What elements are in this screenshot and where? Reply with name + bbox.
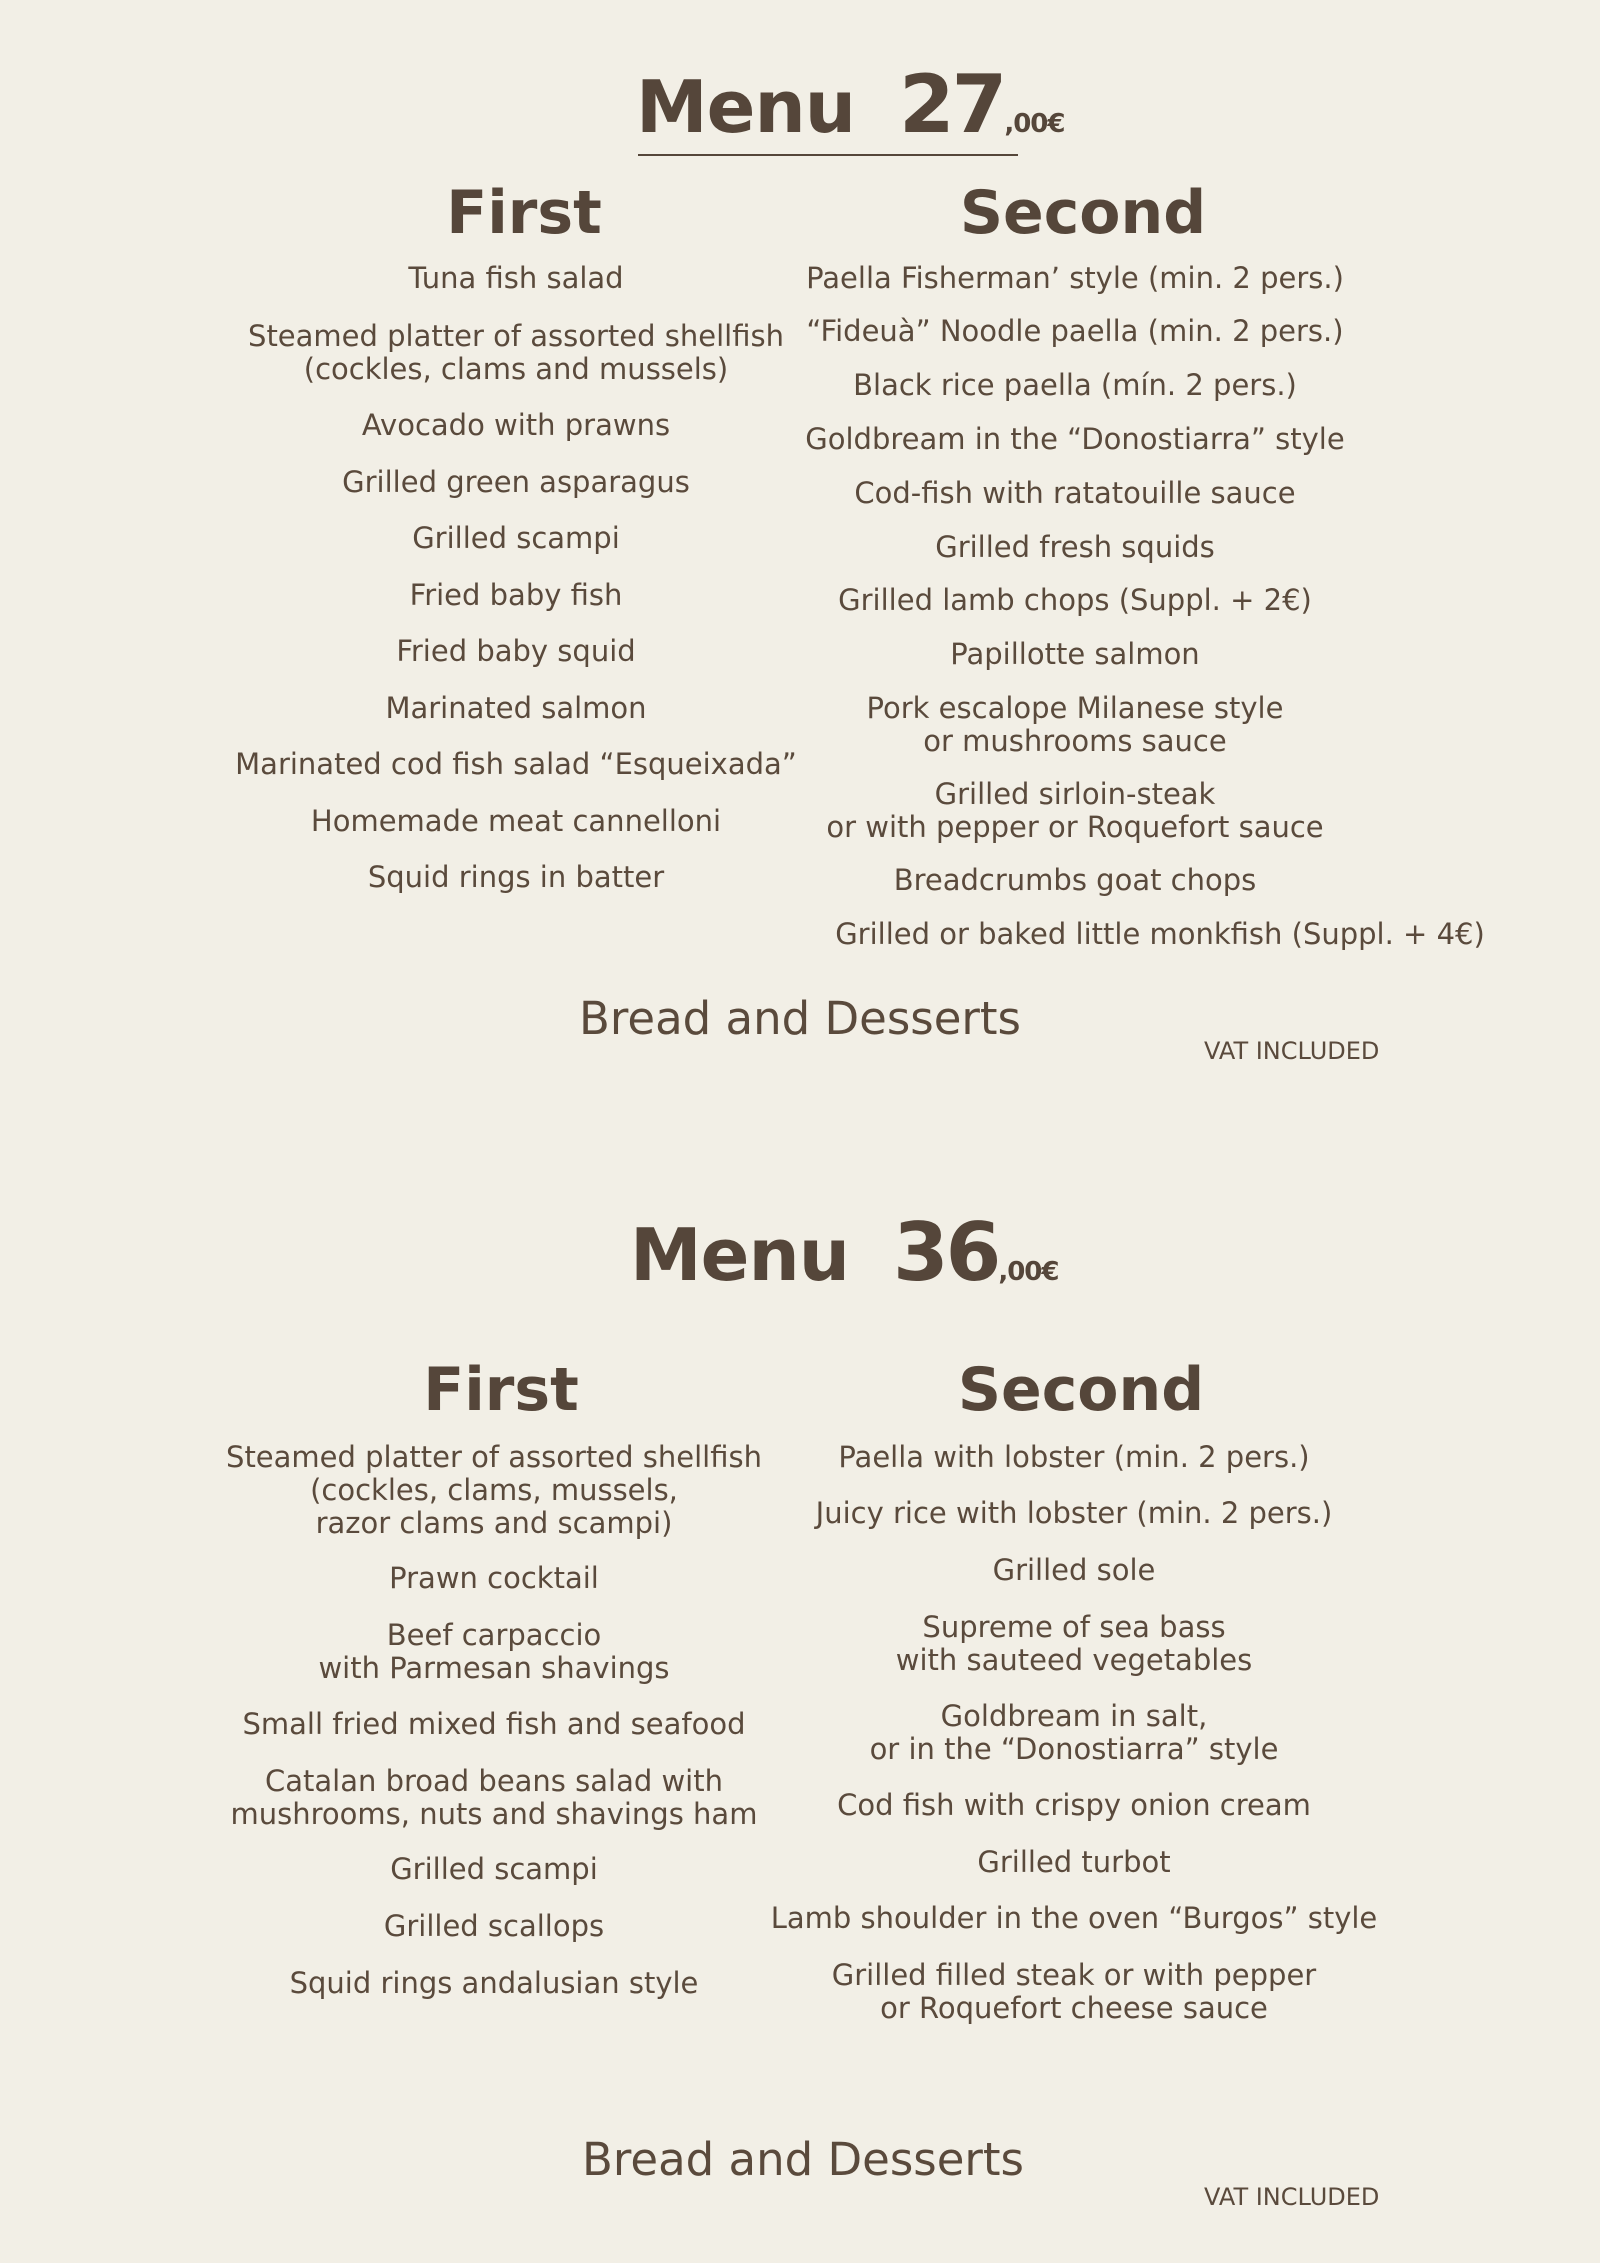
menu2-first-heading: First: [423, 1355, 579, 1425]
menu2-second-item: Lamb shoulder in the oven “Burgos” style: [770, 1901, 1378, 1935]
menu1-second-item: “Fideuà” Noodle paella (min. 2 pers.): [806, 314, 1344, 348]
menu2-title-word: Menu: [630, 1213, 849, 1297]
menu1-first-item: Steamed platter of assorted shellfish (cockles, clams and mussels): [248, 319, 784, 386]
menu2-second-item: Supreme of sea bass with sauteed vegetables: [895, 1610, 1253, 1677]
menu1-first-item: Fried baby fish: [409, 578, 623, 612]
menu2-first-item: Squid rings andalusian style: [289, 1966, 699, 2000]
menu1-bread-and-desserts: Bread and Desserts: [579, 992, 1021, 1045]
menu2-first-item: Beef carpaccio with Parmesan shavings: [318, 1618, 670, 1685]
menu1-second-item: Breadcrumbs goat chops: [893, 863, 1257, 897]
menu1-first-item: Marinated cod fish salad “Esqueixada”: [235, 747, 797, 781]
menu1-first-item: Homemade meat cannelloni: [310, 804, 722, 838]
menu2-first-item: Grilled scallops: [383, 1909, 605, 1943]
menu1-second-heading: Second: [959, 178, 1207, 248]
menu1-second-item: Paella Fisherman’ style (min. 2 pers.): [806, 261, 1344, 295]
menu1-first-item: Grilled scampi: [412, 521, 620, 555]
menu1-first-item: Fried baby squid: [396, 634, 636, 668]
menu2-bread-and-desserts: Bread and Desserts: [582, 2133, 1024, 2186]
menu2-second-item: Cod fish with crispy onion cream: [837, 1788, 1311, 1822]
menu2-first-item: Catalan broad beans salad with mushrooms, nuts and shavings ham: [230, 1764, 758, 1831]
menu1-title: [636, 58, 1064, 151]
menu2-second-item: Grilled sole: [992, 1553, 1156, 1587]
menu1-first-item: Grilled green asparagus: [342, 465, 690, 499]
menu1-first-item: Squid rings in batter: [367, 860, 665, 894]
menu2-first-item: Steamed platter of assorted shellfish (cockles, clams, mussels, razor clams and scampi): [226, 1440, 762, 1540]
menu1-title-underline: [638, 154, 1018, 156]
menu1-second-item: Grilled sirloin-steak or with pepper or Roquefort sauce: [826, 777, 1324, 844]
menu1-title-word: Menu: [636, 65, 855, 149]
menu2-second-item: Grilled turbot: [977, 1845, 1171, 1879]
menu1-second-item: Pork escalope Milanese style or mushrooms sauce: [866, 691, 1284, 758]
menu1-second-item: Black rice paella (mín. 2 pers.): [853, 368, 1297, 402]
menu1-price: 27: [899, 58, 1005, 151]
menu1-second-item: Goldbream in the “Donostiarra” style: [805, 422, 1345, 456]
menu2-second-item: Goldbream in salt, or in the “Donostiarra” style: [869, 1699, 1279, 1766]
menu1-first-item: Avocado with prawns: [361, 408, 671, 442]
menu2-second-heading: Second: [957, 1355, 1205, 1425]
menu2-price-cents: ,00€: [998, 1257, 1059, 1287]
menu2-vat-note: VAT INCLUDED: [1204, 2183, 1380, 2211]
menu2-first-item: Grilled scampi: [390, 1852, 598, 1886]
menu2-price: 36: [893, 1206, 999, 1299]
menu1-first-item: Marinated salmon: [385, 691, 647, 725]
menu1-vat-note: VAT INCLUDED: [1204, 1037, 1380, 1065]
menu1-second-item: Grilled lamb chops (Suppl. + 2€): [838, 583, 1312, 617]
menu2-second-item: Grilled filled steak or with pepper or Roquefort cheese sauce: [831, 1958, 1317, 2025]
menu1-first-item: Tuna fish salad: [408, 261, 624, 295]
menu1-second-item: Grilled fresh squids: [935, 530, 1215, 564]
menu1-second-item: Papillotte salmon: [950, 637, 1200, 671]
menu2-title: [630, 1206, 1058, 1299]
menu1-second-item: Grilled or baked little monkfish (Suppl. + 4€): [835, 917, 1485, 951]
menu1-price-cents: ,00€: [1004, 109, 1065, 139]
menu2-second-item: Juicy rice with lobster (min. 2 pers.): [815, 1496, 1333, 1530]
menu1-first-heading: First: [446, 178, 602, 248]
menu2-second-item: Paella with lobster (min. 2 pers.): [838, 1440, 1310, 1474]
menu2-first-item: Prawn cocktail: [389, 1561, 599, 1595]
menu1-second-item: Cod-fish with ratatouille sauce: [854, 476, 1296, 510]
menu2-first-item: Small fried mixed fish and seafood: [242, 1707, 746, 1741]
